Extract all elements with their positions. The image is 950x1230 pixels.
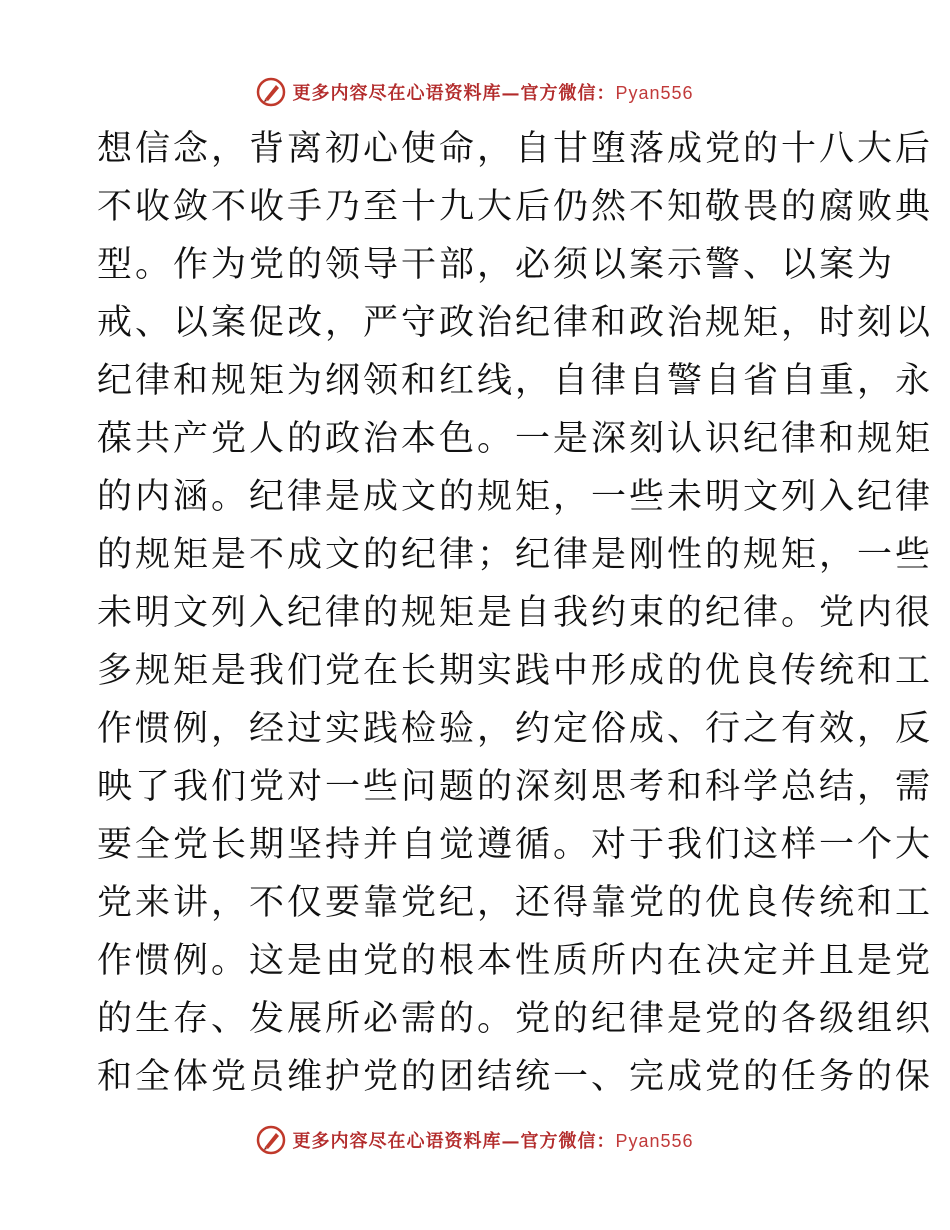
text-line-10: 多规矩是我们党在长期实践中形成的优良传统和工 (97, 651, 934, 691)
text-line-11: 作惯例，经过实践检验，约定俗成、行之有效，反 (97, 709, 934, 749)
quill-pen-logo-icon (256, 1125, 286, 1155)
document-body (97, 120, 934, 1106)
text-line-5: 纪律和规矩为纲领和红线，自律自警自省自重，永 (97, 361, 934, 401)
quill-pen-logo-icon (256, 77, 286, 107)
text-line-16: 的生存、发展所必需的。党的纪律是党的各级组织 (97, 999, 934, 1039)
text-line-8: 的规矩是不成文的纪律；纪律是刚性的规矩，一些 (97, 535, 934, 575)
watermark-text: 更多内容尽在心语资料库—官方微信：Pyan556 (292, 83, 694, 104)
text-line-6: 葆共产党人的政治本色。一是深刻认识纪律和规矩 (97, 419, 934, 459)
text-line-4: 戒、以案促改，严守政治纪律和政治规矩，时刻以 (97, 303, 934, 343)
text-line-3: 型。作为党的领导干部，必须以案示警、以案为 (97, 245, 896, 285)
text-line-15: 作惯例。这是由党的根本性质所内在决定并且是党 (97, 941, 934, 981)
wechat-id: Pyan556 (615, 1131, 694, 1151)
text-line-2: 不收敛不收手乃至十九大后仍然不知敬畏的腐败典 (97, 187, 934, 227)
watermark-text: 更多内容尽在心语资料库—官方微信：Pyan556 (292, 1131, 694, 1152)
footer-watermark (0, 1120, 950, 1160)
text-line-12: 映了我们党对一些问题的深刻思考和科学总结，需 (97, 767, 934, 807)
header-watermark (0, 72, 950, 112)
text-line-13: 要全党长期坚持并自觉遵循。对于我们这样一个大 (97, 825, 934, 865)
text-line-9: 未明文列入纪律的规矩是自我约束的纪律。党内很 (97, 593, 934, 633)
text-line-7: 的内涵。纪律是成文的规矩，一些未明文列入纪律 (97, 477, 934, 517)
text-line-17: 和全体党员维护党的团结统一、完成党的任务的保 (97, 1057, 934, 1097)
wechat-id: Pyan556 (615, 83, 694, 103)
text-line-14: 党来讲，不仅要靠党纪，还得靠党的优良传统和工 (97, 883, 934, 923)
text-line-1: 想信念，背离初心使命，自甘堕落成党的十八大后 (97, 129, 934, 169)
